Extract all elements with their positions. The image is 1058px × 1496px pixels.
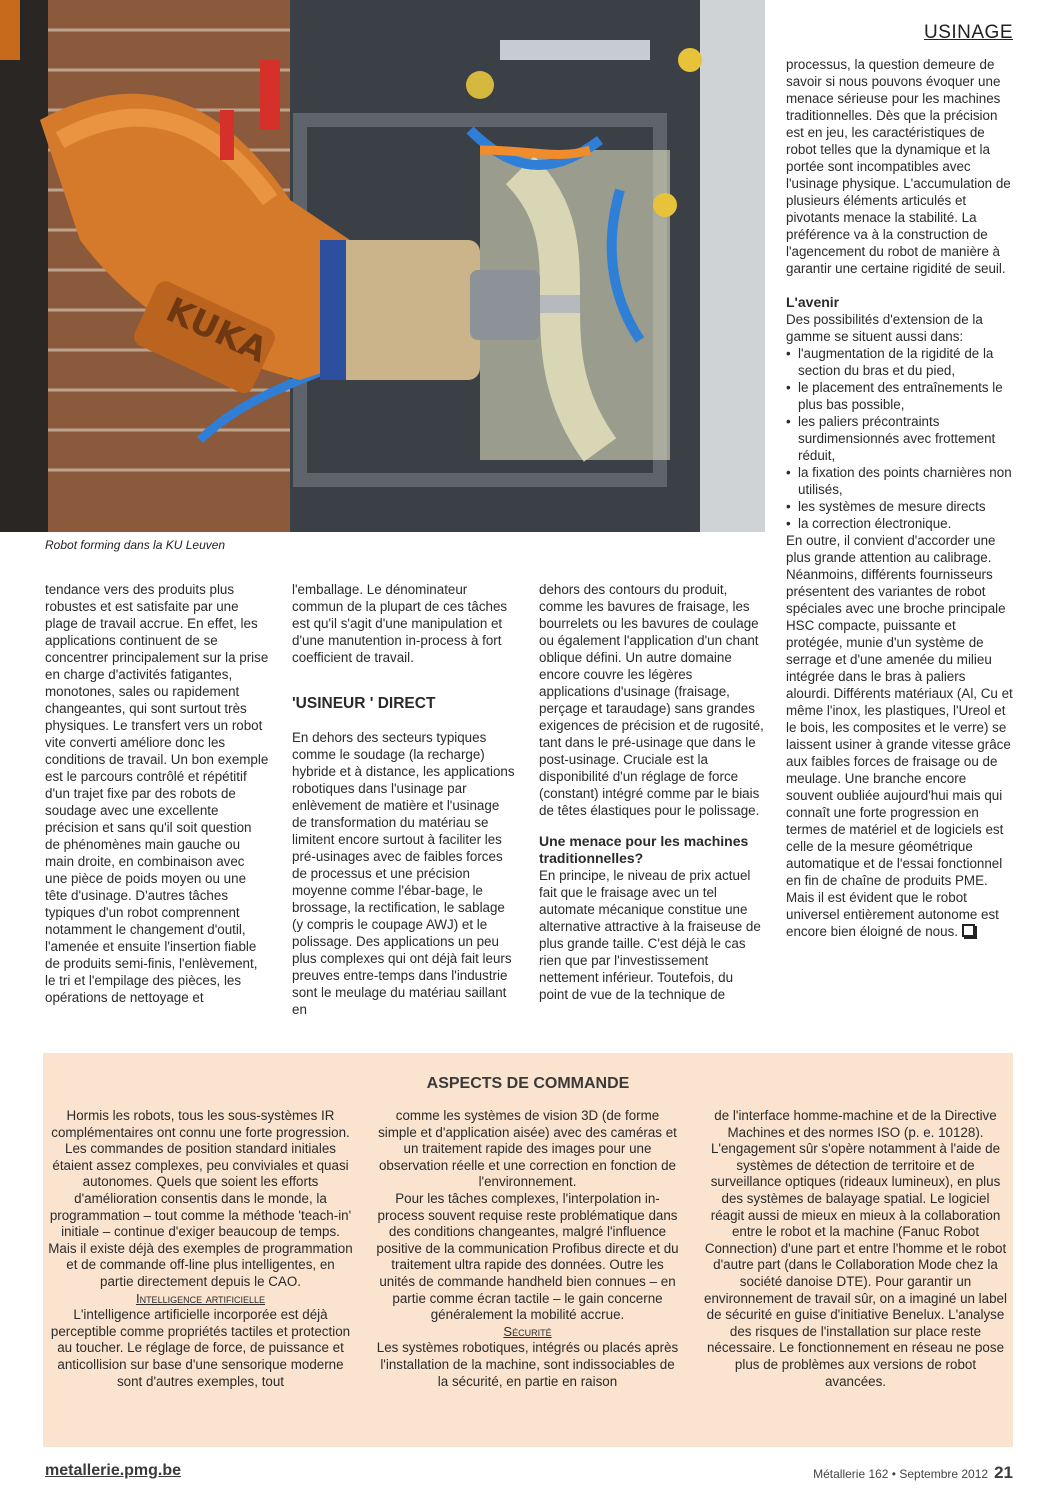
- end-of-article-icon: [962, 924, 975, 937]
- column-4-intro: Des possibilités d'extension de la gamme se situent aussi dans:: [786, 312, 983, 344]
- column-1-paragraph: tendance vers des produits plus robustes et est satisfaite par une plage de travail accrue. En effet, les applications continuent de se concentrer principalement sur la prise en charge d'activités fatigantes, monotones, sales ou rapidement changeantes, qui sont surtout très physiques. Le transfert vers un robot vite converti améliore donc les conditions de travail. Un bon exemple est le parcours contrôlé et répétitif d'un trajet fixe par des robots de soudage avec une excellente précision et sans qu'il soit question de phénomènes main gauche ou main droite, en combinaison avec une pièce de poids moyen ou une tête d'usinage. D'autres tâches typiques d'un robot comprennent notamment le changement d'outil, l'amenée et ensuite l'insertion fiable de produits semi-finis, l'enlèvement, le tri et l'empilage des pièces, les opérations de nettoyage et: [45, 582, 269, 1005]
- column-2-intro: l'emballage. Le dénominateur commun de la plupart de ces tâches est qu'il s'agit d'une manipulation et d'une manutention in-process à fort coefficient de travail.: [292, 582, 508, 665]
- sidebar-paragraph: Les systèmes robotiques, intégrés ou placés après l'installation de la machine, sont indissociables de la sécurité, en partie en raison: [376, 1340, 679, 1389]
- sidebar-paragraph: L'intelligence artificielle incorporée est déjà perceptible comme propriétés tactiles et protection au toucher. Le réglage de force, de puissance et anticollision sur base d'une sensorique moderne sont d'autres exemples, tout: [50, 1307, 351, 1389]
- column-4-paragraph-2-text: En outre, il convient d'accorder une plus grande attention au calibrage. Néanmoins, différents fournisseurs présentent des variantes de robot spéciales avec une broche principale HSC compacte, puissante et protégée, munie d'un système de serrage et d'une amenée du milieu intégrée dans le bras à paliers alourdi. Différents matériaux (Al, Cu et même l'inox, les plastiques, l'Ureol et le bois, les composites et le verre) se laissent usiner à grande vitesse grâce aux faibles forces de fraisage ou de meulage. Une branche encore souvent oubliée aujourd'hui mais qui connaît une forte progression en termes de matériel et de logiciels est celle de la mesure géométrique automatique et de l'essai fonctionnel en fin de chaîne de produits PME. Mais il est évident que le robot universel entièrement autonome est encore bien éloigné de nous.: [786, 533, 1013, 939]
- extension-bullet-list: [786, 345, 1013, 532]
- robot-photo-illustration: [0, 0, 765, 532]
- column-3-paragraph-2: En principe, le niveau de prix actuel fait que le fraisage avec un tel automate mécanique constitue une alternative attractive à la fraiseuse de plus grande taille. C'est déjà le cas rien que par l'investissement nettement inférieur. Toutefois, du point de vue de la technique de: [539, 868, 761, 1002]
- sidebar-subheading: Intelligence artificielle: [135, 1290, 266, 1306]
- article-column-2: [292, 581, 517, 1018]
- column-2-heading: 'USINEUR ' DIRECT: [292, 695, 436, 712]
- column-4-heading: L'avenir: [786, 294, 840, 310]
- bullet-item: • l'augmentation de la rigidité de la section du bras et du pied,: [786, 345, 1013, 379]
- sidebar-column-1: [48, 1108, 353, 1390]
- sidebar-paragraph: de l'interface homme-machine et de la Directive Machines et des normes ISO (p. e. 10128).: [714, 1108, 997, 1140]
- footer-issue: Métallerie 162 • Septembre 2012: [813, 1467, 989, 1481]
- column-3-heading: Une menace pour les machines traditionnelles?: [539, 833, 749, 866]
- bullet-item: • la fixation des points charnières non utilisés,: [786, 464, 1013, 498]
- sidebar-paragraph: Hormis les robots, tous les sous-systèmes IR complémentaires ont connu une forte progression. Les commandes de position standard initiales étaient assez complexes, peu conviviales et quasi autonomes. Quels que soient les efforts d'amélioration consentis dans le monde, la programmation – tout comme la méthode 'teach-in' initiale – continue d'exiger beaucoup de temps. Mais il existe déjà des exemples de programmation et de commande off-line plus intelligentes, en partie directement depuis le CAO.: [48, 1108, 353, 1289]
- spindle-housing: [330, 240, 480, 380]
- robot-photo: [0, 0, 765, 532]
- sidebar-paragraph: Pour les tâches complexes, l'interpolation in-process souvent requise reste problématique dans des conditions changeantes, malgré l'influence positive de la communication Profibus directe et du traitement ultra rapide des données. Outre les unités de commande handheld bien connues – en partie comme écran tactile – le gain concerne généralement la mobilité accrue.: [376, 1190, 679, 1323]
- bullet-item: • les systèmes de mesure directs: [786, 498, 1013, 515]
- column-3-paragraph: dehors des contours du produit, comme les bavures de fraisage, les bourrelets ou les bavures de coulage ou également l'application d'un chant oblique défini. Un autre domaine encore couvre les légères applications d'usinage (fraisage, perçage et taraudage) sans grandes exigences de précision et de rugosité, tant dans le pré-usinage que dans le post-usinage. Cruciale est la disponibilité d'un réglage de force (constant) intégré comme par le biais de têtes élastiques pour le polissage.: [539, 582, 764, 818]
- page-number: 21: [994, 1463, 1013, 1482]
- photo-caption: Robot forming dans la KU Leuven: [45, 538, 226, 552]
- column-4-paragraph: processus, la question demeure de savoir si nous pouvons évoquer une menace sérieuse pour les machines traditionnelles. Dès que la précision est en jeu, les caractéristiques de robot telles que la dynamique et la portée sont incompatibles avec l'usinage physique. L'accumulation de plusieurs éléments articulés et pivotants menace la stabilité. La préférence va à la construction de l'agencement du robot de manière à garantir une certaine rigidité de seuil.: [786, 57, 1011, 276]
- column-2-paragraph: En dehors des secteurs typiques comme le soudage (la recharge) hybride et à distance, les applications robotiques dans l'usinage par enlèvement de matière et l'usinage de transformation du matériau se limitent encore surtout à faciliter les pré-usinages avec de faibles forces de processus et une précision moyenne comme l'ébar-bage, le brossage, la rectification, le sablage (y compris le coupage AWJ) et le polissage. Des applications un peu plus complexes qui ont déjà fait leurs preuves entre-temps dans l'industrie sont le meulage du matériau saillant en: [292, 730, 515, 1017]
- section-tag: USINAGE: [923, 22, 1013, 43]
- sidebar-box: [43, 1053, 1013, 1447]
- sidebar-title: ASPECTS DE COMMANDE: [426, 1075, 630, 1092]
- article-column-3: [539, 581, 765, 1003]
- sidebar-paragraph: L'engagement sûr s'opère notamment à l'aide de systèmes de détection de territoire et de surveillance optiques (rideaux lumineux), en plus des systèmes de balayage spatial. Le logiciel réagit aussi de mieux en mieux à la collaboration entre le robot et la machine (Fanuc Robot Connection) d'une part et entre l'homme et le robot d'autre part (dans le Collaboration Mode chez la société danoise DTE). Pour garantir un environnement de travail sûr, on a imaginé un label de sécurité en guise d'initiative Benelux. L'analyse des risques de l'installation sur place reste nécessaire. Le fonctionnement en réseau ne pose plus de problèmes aux versions de robot avancées.: [704, 1141, 1007, 1389]
- footer-issue-info: [813, 1463, 1013, 1483]
- footer-website-link[interactable]: metallerie.pmg.be: [45, 1462, 182, 1479]
- kuka-logo: KUKA: [159, 289, 273, 372]
- article-column-4: [786, 56, 1013, 940]
- column-4-paragraph-2: [786, 532, 1013, 940]
- sidebar-paragraph: comme les systèmes de vision 3D (de forme simple et d'application aisée) avec des caméras et un traitement rapide des images pour une observation réelle et une correction en fonction de l'environnement.: [378, 1108, 677, 1190]
- bullet-item: • le placement des entraînements le plus bas possible,: [786, 379, 1013, 413]
- bullet-item: • la correction électronique.: [786, 515, 1013, 532]
- bullet-item: • les paliers précontraints surdimensionnés avec frottement réduit,: [786, 413, 1013, 464]
- sidebar-column-2: [375, 1108, 680, 1390]
- sidebar-subheading: Sécurité: [503, 1323, 552, 1339]
- article-column-1: [45, 581, 270, 1006]
- sidebar-column-3: [703, 1108, 1008, 1390]
